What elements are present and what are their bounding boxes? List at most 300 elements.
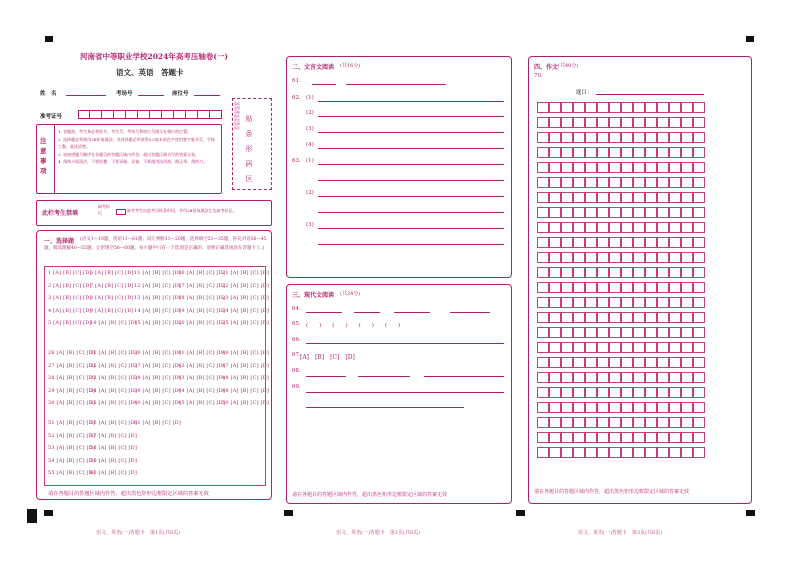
essay-cell[interactable]	[549, 177, 561, 188]
essay-cell[interactable]	[609, 327, 621, 338]
essay-cell[interactable]	[669, 162, 681, 173]
essay-cell[interactable]	[585, 387, 597, 398]
essay-cell[interactable]	[585, 447, 597, 458]
essay-cell[interactable]	[573, 147, 585, 158]
name-field[interactable]	[66, 95, 106, 96]
essay-cell[interactable]	[633, 327, 645, 338]
essay-cell[interactable]	[669, 252, 681, 263]
essay-cell[interactable]	[597, 117, 609, 128]
essay-cell[interactable]	[669, 432, 681, 443]
q62-answer-line[interactable]	[318, 116, 504, 117]
exam-room-field[interactable]	[138, 95, 164, 96]
essay-cell[interactable]	[585, 237, 597, 248]
essay-cell[interactable]	[645, 387, 657, 398]
essay-cell[interactable]	[633, 312, 645, 323]
essay-cell[interactable]	[657, 402, 669, 413]
essay-cell[interactable]	[609, 102, 621, 113]
essay-cell[interactable]	[549, 252, 561, 263]
essay-cell[interactable]	[633, 342, 645, 353]
choice-item[interactable]: 61 [A] [B] [C] [D]	[134, 420, 182, 426]
essay-cell[interactable]	[693, 372, 705, 383]
essay-cell[interactable]	[645, 342, 657, 353]
essay-cell[interactable]	[573, 117, 585, 128]
choice-item[interactable]: 35 [A] [B] [C] [D]	[90, 400, 138, 406]
essay-cell[interactable]	[657, 447, 669, 458]
choice-item[interactable]: 22 [A] [B] [C] [D]	[222, 282, 270, 289]
essay-cell[interactable]	[681, 357, 693, 368]
essay-cell[interactable]	[657, 282, 669, 293]
essay-cell[interactable]	[537, 102, 549, 113]
essay-cell[interactable]	[537, 207, 549, 218]
essay-cell[interactable]	[633, 132, 645, 143]
essay-cell[interactable]	[549, 327, 561, 338]
essay-cell[interactable]	[645, 417, 657, 428]
essay-cell[interactable]	[585, 267, 597, 278]
choice-item[interactable]: 5 [A] [B] [C] [D]	[48, 320, 92, 326]
choice-item[interactable]: 29 [A] [B] [C] [D]	[48, 387, 96, 394]
essay-cell[interactable]	[681, 342, 693, 353]
essay-cell[interactable]	[693, 237, 705, 248]
essay-cell[interactable]	[537, 417, 549, 428]
essay-cell[interactable]	[693, 282, 705, 293]
essay-cell[interactable]	[537, 282, 549, 293]
choice-item[interactable]: 2 [A] [B] [C] [D]	[48, 282, 92, 289]
essay-cell[interactable]	[585, 222, 597, 233]
essay-cell[interactable]	[597, 207, 609, 218]
essay-cell[interactable]	[657, 102, 669, 113]
essay-cell[interactable]	[609, 372, 621, 383]
choice-item[interactable]: 47 [A] [B] [C] [D]	[222, 362, 270, 369]
q62-answer-line[interactable]	[318, 101, 504, 102]
essay-cell[interactable]	[537, 252, 549, 263]
essay-cell[interactable]	[609, 177, 621, 188]
choice-item[interactable]: 51 [A] [B] [C] [D]	[48, 420, 96, 426]
essay-cell[interactable]	[657, 162, 669, 173]
essay-cell[interactable]	[537, 402, 549, 413]
essay-cell[interactable]	[657, 312, 669, 323]
essay-cell[interactable]	[669, 447, 681, 458]
essay-cell[interactable]	[573, 402, 585, 413]
essay-cell[interactable]	[537, 447, 549, 458]
q63-answer-line[interactable]	[318, 212, 504, 213]
essay-cell[interactable]	[573, 192, 585, 203]
choice-item[interactable]: 34 [A] [B] [C] [D]	[90, 387, 138, 394]
essay-cell[interactable]	[537, 222, 549, 233]
essay-cell[interactable]	[657, 267, 669, 278]
essay-cell[interactable]	[645, 162, 657, 173]
essay-cell[interactable]	[585, 372, 597, 383]
essay-cell[interactable]	[561, 282, 573, 293]
essay-cell[interactable]	[549, 342, 561, 353]
q69-answer-line[interactable]	[306, 392, 504, 393]
essay-cell[interactable]	[621, 117, 633, 128]
choice-item[interactable]: 45 [A] [B] [C] [D]	[178, 400, 226, 406]
essay-cell[interactable]	[597, 312, 609, 323]
essay-cell[interactable]	[561, 162, 573, 173]
essay-cell[interactable]	[597, 447, 609, 458]
essay-cell[interactable]	[573, 102, 585, 113]
essay-cell[interactable]	[669, 327, 681, 338]
essay-cell[interactable]	[633, 177, 645, 188]
essay-cell[interactable]	[549, 387, 561, 398]
essay-cell[interactable]	[597, 147, 609, 158]
essay-cell[interactable]	[621, 312, 633, 323]
essay-cell[interactable]	[537, 162, 549, 173]
choice-item[interactable]: 18 [A] [B] [C] [D]	[178, 295, 226, 301]
essay-cell[interactable]	[621, 297, 633, 308]
essay-cell[interactable]	[561, 417, 573, 428]
essay-cell[interactable]	[621, 327, 633, 338]
essay-cell[interactable]	[645, 267, 657, 278]
essay-cell[interactable]	[693, 327, 705, 338]
essay-cell[interactable]	[609, 342, 621, 353]
essay-cell[interactable]	[669, 357, 681, 368]
essay-cell[interactable]	[693, 162, 705, 173]
essay-cell[interactable]	[585, 402, 597, 413]
essay-cell[interactable]	[549, 237, 561, 248]
essay-cell[interactable]	[621, 237, 633, 248]
essay-cell[interactable]	[537, 387, 549, 398]
choice-item[interactable]: 3 [A] [B] [C] [D]	[48, 295, 92, 301]
essay-cell[interactable]	[561, 297, 573, 308]
essay-cell[interactable]	[573, 132, 585, 143]
essay-cell[interactable]	[681, 222, 693, 233]
essay-cell[interactable]	[585, 342, 597, 353]
essay-cell[interactable]	[609, 117, 621, 128]
essay-cell[interactable]	[609, 207, 621, 218]
essay-cell[interactable]	[681, 207, 693, 218]
essay-cell[interactable]	[561, 207, 573, 218]
essay-cell[interactable]	[693, 432, 705, 443]
essay-cell[interactable]	[585, 252, 597, 263]
essay-cell[interactable]	[573, 222, 585, 233]
essay-cell[interactable]	[621, 162, 633, 173]
essay-cell[interactable]	[609, 387, 621, 398]
essay-cell[interactable]	[669, 342, 681, 353]
essay-cell[interactable]	[561, 402, 573, 413]
seat-field[interactable]	[194, 95, 220, 96]
q63-answer-line[interactable]	[318, 196, 504, 197]
essay-cell[interactable]	[657, 297, 669, 308]
essay-cell[interactable]	[597, 192, 609, 203]
essay-cell[interactable]	[669, 102, 681, 113]
essay-cell[interactable]	[645, 297, 657, 308]
essay-cell[interactable]	[561, 147, 573, 158]
choice-item[interactable]: 37 [A] [B] [C] [D]	[134, 362, 182, 369]
essay-cell[interactable]	[645, 132, 657, 143]
essay-cell[interactable]	[645, 102, 657, 113]
essay-cell[interactable]	[681, 372, 693, 383]
essay-cell[interactable]	[573, 297, 585, 308]
essay-cell[interactable]	[633, 252, 645, 263]
essay-cell[interactable]	[633, 192, 645, 203]
essay-cell[interactable]	[669, 417, 681, 428]
choice-item[interactable]: 60 [A] [B] [C] [D]	[90, 470, 138, 476]
essay-cell[interactable]	[573, 282, 585, 293]
ticket-number-boxes[interactable]	[78, 110, 222, 119]
essay-cell[interactable]	[609, 147, 621, 158]
essay-cell[interactable]	[621, 267, 633, 278]
essay-cell[interactable]	[633, 372, 645, 383]
essay-cell[interactable]	[681, 132, 693, 143]
q63-answer-line[interactable]	[318, 180, 504, 181]
choice-item[interactable]: 55 [A] [B] [C] [D]	[48, 470, 96, 476]
essay-cell[interactable]	[561, 177, 573, 188]
essay-cell[interactable]	[609, 237, 621, 248]
choice-grid[interactable]	[48, 270, 270, 484]
essay-cell[interactable]	[585, 297, 597, 308]
essay-cell[interactable]	[645, 192, 657, 203]
q64-answer-line[interactable]	[354, 312, 380, 313]
choice-item[interactable]: 58 [A] [B] [C] [D]	[90, 445, 138, 451]
essay-cell[interactable]	[573, 387, 585, 398]
q64-answer-line[interactable]	[450, 312, 490, 313]
choice-item[interactable]: 11 [A] [B] [C] [D]	[134, 270, 182, 276]
essay-cell[interactable]	[657, 387, 669, 398]
choice-item[interactable]: 52 [A] [B] [C] [D]	[48, 432, 96, 439]
choice-item[interactable]: 59 [A] [B] [C] [D]	[90, 457, 138, 464]
essay-cell[interactable]	[585, 207, 597, 218]
essay-cell[interactable]	[693, 177, 705, 188]
essay-cell[interactable]	[633, 297, 645, 308]
essay-cell[interactable]	[597, 432, 609, 443]
essay-cell[interactable]	[633, 117, 645, 128]
essay-cell[interactable]	[645, 222, 657, 233]
choice-item[interactable]: 9 [A] [B] [C] [D]	[90, 307, 134, 314]
essay-cell[interactable]	[561, 252, 573, 263]
essay-cell[interactable]	[645, 282, 657, 293]
essay-cell[interactable]	[669, 297, 681, 308]
essay-cell[interactable]	[597, 357, 609, 368]
choice-item[interactable]: 56 [A] [B] [C] [D]	[90, 420, 138, 426]
essay-cell[interactable]	[621, 432, 633, 443]
essay-cell[interactable]	[657, 132, 669, 143]
essay-cell[interactable]	[693, 357, 705, 368]
choice-item[interactable]: 39 [A] [B] [C] [D]	[134, 387, 182, 394]
essay-cell[interactable]	[657, 192, 669, 203]
essay-cell[interactable]	[585, 312, 597, 323]
essay-cell[interactable]	[597, 282, 609, 293]
essay-cell[interactable]	[549, 117, 561, 128]
essay-cell[interactable]	[645, 117, 657, 128]
essay-cell[interactable]	[645, 327, 657, 338]
essay-cell[interactable]	[549, 102, 561, 113]
essay-cell[interactable]	[693, 102, 705, 113]
essay-cell[interactable]	[633, 402, 645, 413]
essay-cell[interactable]	[681, 162, 693, 173]
essay-cell[interactable]	[657, 432, 669, 443]
essay-cell[interactable]	[681, 282, 693, 293]
choice-item[interactable]: 30 [A] [B] [C] [D]	[48, 400, 96, 406]
essay-cell[interactable]	[549, 207, 561, 218]
choice-item[interactable]: 33 [A] [B] [C] [D]	[90, 375, 138, 381]
q65-blanks[interactable]: ( ) ( ) ( ) ( )	[306, 323, 401, 329]
choice-item[interactable]: 17 [A] [B] [C] [D]	[178, 282, 226, 289]
essay-cell[interactable]	[633, 357, 645, 368]
essay-cell[interactable]	[621, 417, 633, 428]
choice-item[interactable]: 23 [A] [B] [C] [D]	[222, 295, 270, 301]
essay-cell[interactable]	[597, 132, 609, 143]
essay-cell[interactable]	[561, 357, 573, 368]
choice-item[interactable]: 21 [A] [B] [C] [D]	[222, 270, 270, 276]
essay-cell[interactable]	[669, 312, 681, 323]
essay-cell[interactable]	[657, 357, 669, 368]
essay-cell[interactable]	[669, 267, 681, 278]
essay-cell[interactable]	[657, 147, 669, 158]
choice-item[interactable]: 41 [A] [B] [C] [D]	[178, 350, 226, 356]
essay-cell[interactable]	[585, 327, 597, 338]
essay-cell[interactable]	[633, 222, 645, 233]
essay-cell[interactable]	[621, 372, 633, 383]
essay-cell[interactable]	[585, 132, 597, 143]
essay-cell[interactable]	[549, 432, 561, 443]
essay-cell[interactable]	[537, 177, 549, 188]
essay-cell[interactable]	[549, 132, 561, 143]
essay-cell[interactable]	[633, 387, 645, 398]
essay-cell[interactable]	[573, 237, 585, 248]
essay-cell[interactable]	[669, 237, 681, 248]
essay-cell[interactable]	[585, 417, 597, 428]
essay-cell[interactable]	[561, 312, 573, 323]
essay-cell[interactable]	[573, 372, 585, 383]
essay-cell[interactable]	[693, 147, 705, 158]
essay-cell[interactable]	[645, 252, 657, 263]
essay-cell[interactable]	[621, 402, 633, 413]
essay-cell[interactable]	[693, 207, 705, 218]
q69-answer-line[interactable]	[306, 407, 464, 408]
essay-cell[interactable]	[693, 312, 705, 323]
essay-cell[interactable]	[609, 192, 621, 203]
essay-cell[interactable]	[597, 102, 609, 113]
essay-cell[interactable]	[645, 402, 657, 413]
essay-cell[interactable]	[549, 417, 561, 428]
essay-cell[interactable]	[561, 117, 573, 128]
essay-cell[interactable]	[537, 117, 549, 128]
essay-cell[interactable]	[549, 222, 561, 233]
essay-cell[interactable]	[693, 402, 705, 413]
essay-cell[interactable]	[597, 162, 609, 173]
essay-cell[interactable]	[573, 207, 585, 218]
essay-cell[interactable]	[609, 222, 621, 233]
essay-cell[interactable]	[585, 192, 597, 203]
essay-cell[interactable]	[573, 327, 585, 338]
essay-cell[interactable]	[693, 417, 705, 428]
essay-cell[interactable]	[549, 147, 561, 158]
essay-cell[interactable]	[633, 237, 645, 248]
essay-cell[interactable]	[669, 147, 681, 158]
choice-item[interactable]: 48 [A] [B] [C] [D]	[222, 375, 270, 381]
choice-item[interactable]: 13 [A] [B] [C] [D]	[134, 295, 182, 301]
essay-cell[interactable]	[681, 432, 693, 443]
q63-answer-line[interactable]	[318, 164, 504, 165]
essay-cell[interactable]	[537, 147, 549, 158]
essay-cell[interactable]	[549, 402, 561, 413]
q66-answer-line[interactable]	[306, 343, 504, 344]
essay-cell[interactable]	[681, 417, 693, 428]
q63-answer-line[interactable]	[318, 228, 504, 229]
choice-item[interactable]: 40 [A] [B] [C] [D]	[134, 400, 182, 406]
essay-cell[interactable]	[621, 207, 633, 218]
essay-cell[interactable]	[681, 237, 693, 248]
essay-cell[interactable]	[585, 147, 597, 158]
essay-cell[interactable]	[561, 372, 573, 383]
essay-cell[interactable]	[657, 327, 669, 338]
essay-cell[interactable]	[669, 372, 681, 383]
choice-item[interactable]: 53 [A] [B] [C] [D]	[48, 445, 96, 451]
essay-cell[interactable]	[537, 432, 549, 443]
choice-item[interactable]: 44 [A] [B] [C] [D]	[178, 387, 226, 394]
essay-cell[interactable]	[609, 447, 621, 458]
essay-cell[interactable]	[693, 387, 705, 398]
essay-cell[interactable]	[561, 327, 573, 338]
essay-cell[interactable]	[669, 192, 681, 203]
essay-cell[interactable]	[537, 267, 549, 278]
q67-options[interactable]: [A] [B] [C] [D]	[300, 354, 355, 361]
essay-cell[interactable]	[669, 222, 681, 233]
essay-cell[interactable]	[657, 177, 669, 188]
essay-cell[interactable]	[657, 342, 669, 353]
q62-answer-line[interactable]	[318, 148, 504, 149]
q63-answer-line[interactable]	[318, 244, 504, 245]
essay-cell[interactable]	[597, 222, 609, 233]
essay-cell[interactable]	[549, 357, 561, 368]
essay-cell[interactable]	[609, 297, 621, 308]
essay-cell[interactable]	[645, 207, 657, 218]
essay-cell[interactable]	[621, 177, 633, 188]
essay-cell[interactable]	[681, 312, 693, 323]
choice-item[interactable]: 19 [A] [B] [C] [D]	[178, 307, 226, 314]
essay-cell[interactable]	[681, 402, 693, 413]
q62-answer-line[interactable]	[318, 132, 504, 133]
essay-cell[interactable]	[585, 177, 597, 188]
choice-item[interactable]: 49 [A] [B] [C] [D]	[222, 387, 270, 394]
essay-cell[interactable]	[645, 447, 657, 458]
essay-cell[interactable]	[681, 297, 693, 308]
choice-item[interactable]: 16 [A] [B] [C] [D]	[178, 270, 226, 276]
essay-cell[interactable]	[597, 237, 609, 248]
essay-cell[interactable]	[633, 417, 645, 428]
absent-checkbox[interactable]	[116, 209, 126, 215]
essay-cell[interactable]	[681, 192, 693, 203]
essay-cell[interactable]	[537, 372, 549, 383]
essay-cell[interactable]	[609, 357, 621, 368]
essay-cell[interactable]	[621, 102, 633, 113]
essay-cell[interactable]	[681, 147, 693, 158]
essay-cell[interactable]	[573, 312, 585, 323]
essay-cell[interactable]	[597, 387, 609, 398]
essay-cell[interactable]	[585, 117, 597, 128]
essay-cell[interactable]	[681, 117, 693, 128]
essay-cell[interactable]	[621, 357, 633, 368]
essay-cell[interactable]	[597, 402, 609, 413]
essay-cell[interactable]	[609, 417, 621, 428]
essay-cell[interactable]	[681, 447, 693, 458]
essay-cell[interactable]	[537, 342, 549, 353]
essay-cell[interactable]	[633, 147, 645, 158]
essay-cell[interactable]	[669, 177, 681, 188]
q64-answer-line[interactable]	[306, 312, 342, 313]
essay-cell[interactable]	[573, 432, 585, 443]
choice-item[interactable]: 36 [A] [B] [C] [D]	[134, 350, 182, 356]
essay-cell[interactable]	[585, 162, 597, 173]
essay-cell[interactable]	[609, 162, 621, 173]
essay-cell[interactable]	[657, 372, 669, 383]
essay-cell[interactable]	[657, 252, 669, 263]
choice-item[interactable]: 50 [A] [B] [C] [D]	[222, 400, 270, 406]
essay-cell[interactable]	[537, 357, 549, 368]
essay-writing-grid[interactable]	[537, 102, 705, 458]
essay-cell[interactable]	[597, 297, 609, 308]
